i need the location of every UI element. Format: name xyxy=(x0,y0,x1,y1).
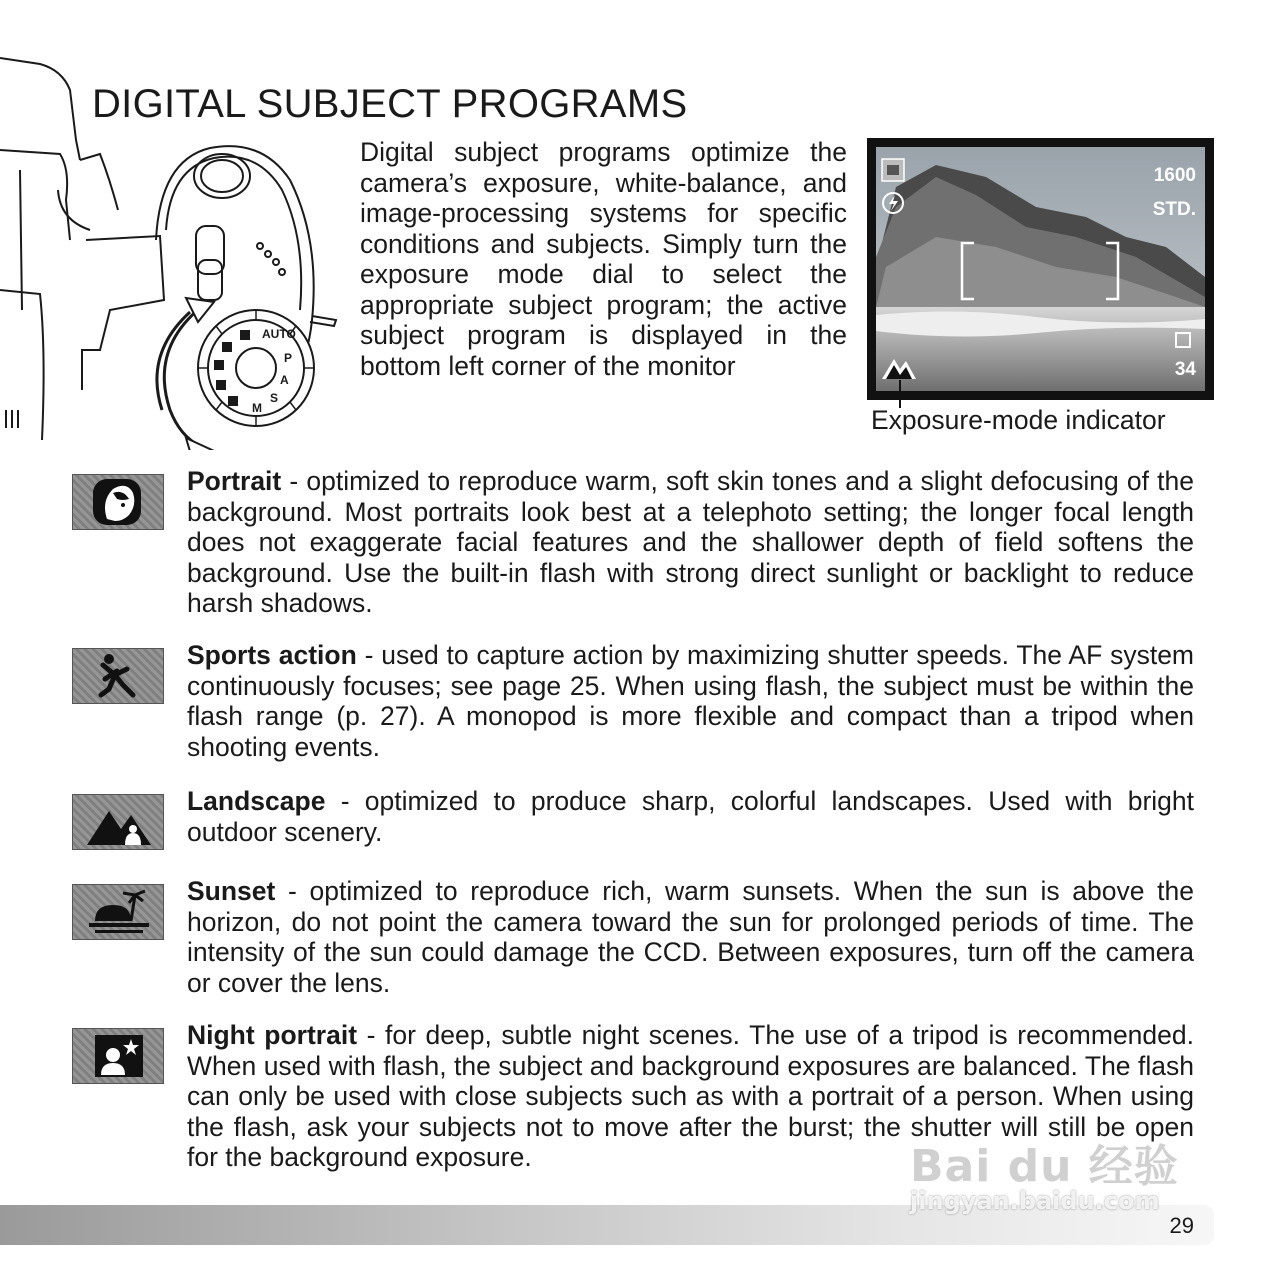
program-description: - optimized to reproduce rich, warm sunsets. When the sun is above the horizon, do not point the camera toward the sun for prolonged periods of time. The intensity of the sun could damage the CCD. Between exposures, turn off the camera or cover the lens. xyxy=(187,876,1194,998)
dial-label-auto: AUTO xyxy=(262,327,296,341)
portrait-icon xyxy=(72,474,164,530)
program-sports-action xyxy=(72,640,1194,762)
sunset-icon xyxy=(72,884,164,940)
night-portrait-icon xyxy=(72,1028,164,1084)
program-name: Sports action xyxy=(187,640,357,670)
monitor-caption: Exposure-mode indicator xyxy=(871,405,1166,435)
caption-leader-line xyxy=(899,380,901,408)
program-name: Portrait xyxy=(187,466,282,496)
program-landscape xyxy=(72,786,1194,847)
page-number: 29 xyxy=(1169,1213,1194,1238)
dial-label-m: M xyxy=(252,401,262,415)
program-description: - used to capture action by maximizing shutter speeds. The AF system continuously focuses; see page 25. When using flash, the subject must be within the flash range (p. 27). A monopod is more flexible and compact than a tripod when shooting events. xyxy=(187,640,1195,762)
resolution-indicator: 1600 xyxy=(1153,165,1196,186)
page-title: DIGITAL SUBJECT PROGRAMS xyxy=(92,82,688,126)
program-name: Landscape xyxy=(187,786,326,816)
sports-action-icon xyxy=(72,648,164,704)
quality-indicator: STD. xyxy=(1152,199,1196,220)
program-name: Night portrait xyxy=(187,1020,358,1050)
frame-counter: 34 xyxy=(1174,359,1196,380)
dial-label-p: P xyxy=(284,351,293,365)
program-description: - optimized to produce sharp, colorful landscapes. Used with bright outdoor scenery. xyxy=(187,786,1194,847)
baidu-watermark-url: jingyan.baidu.com xyxy=(910,1187,1160,1215)
intro-paragraph: Digital subject programs optimize the camera’s exposure, white-balance, and image-processing systems for specific conditions and subjects. Simply turn the exposure mode dial to select the appropriate subject program; the active subject program is displayed in the bottom left corner of the monitor xyxy=(360,137,847,381)
program-sunset xyxy=(72,876,1194,998)
monitor-preview xyxy=(867,138,1214,400)
dial-label-a: A xyxy=(280,373,289,387)
program-description: - optimized to reproduce warm, soft skin tones and a slight defocusing of the background. Most portraits look best at a telephoto setting; the longer focal length does not exaggerate facial features and the shallower depth of field softens the background. Use the built-in flash with strong direct sunlight or backlight to reduce harsh shadows. xyxy=(187,466,1194,618)
baidu-watermark-logo: Bai du 经验 xyxy=(910,1141,1179,1192)
program-name: Sunset xyxy=(187,876,276,906)
program-description: - for deep, subtle night scenes. The use of a tripod is recommended. When used with flash, the subject and background exposures are balanced. The flash can only be used with close subjects such as with a portrait of a person. When using the flash, ask your subjects not to move after the burst; the shutter will still be open for the background exposure. xyxy=(187,1020,1194,1172)
dial-label-s: S xyxy=(270,391,279,405)
landscape-icon xyxy=(72,794,164,850)
program-portrait xyxy=(72,466,1194,619)
camera-dial-illustration xyxy=(0,50,345,450)
